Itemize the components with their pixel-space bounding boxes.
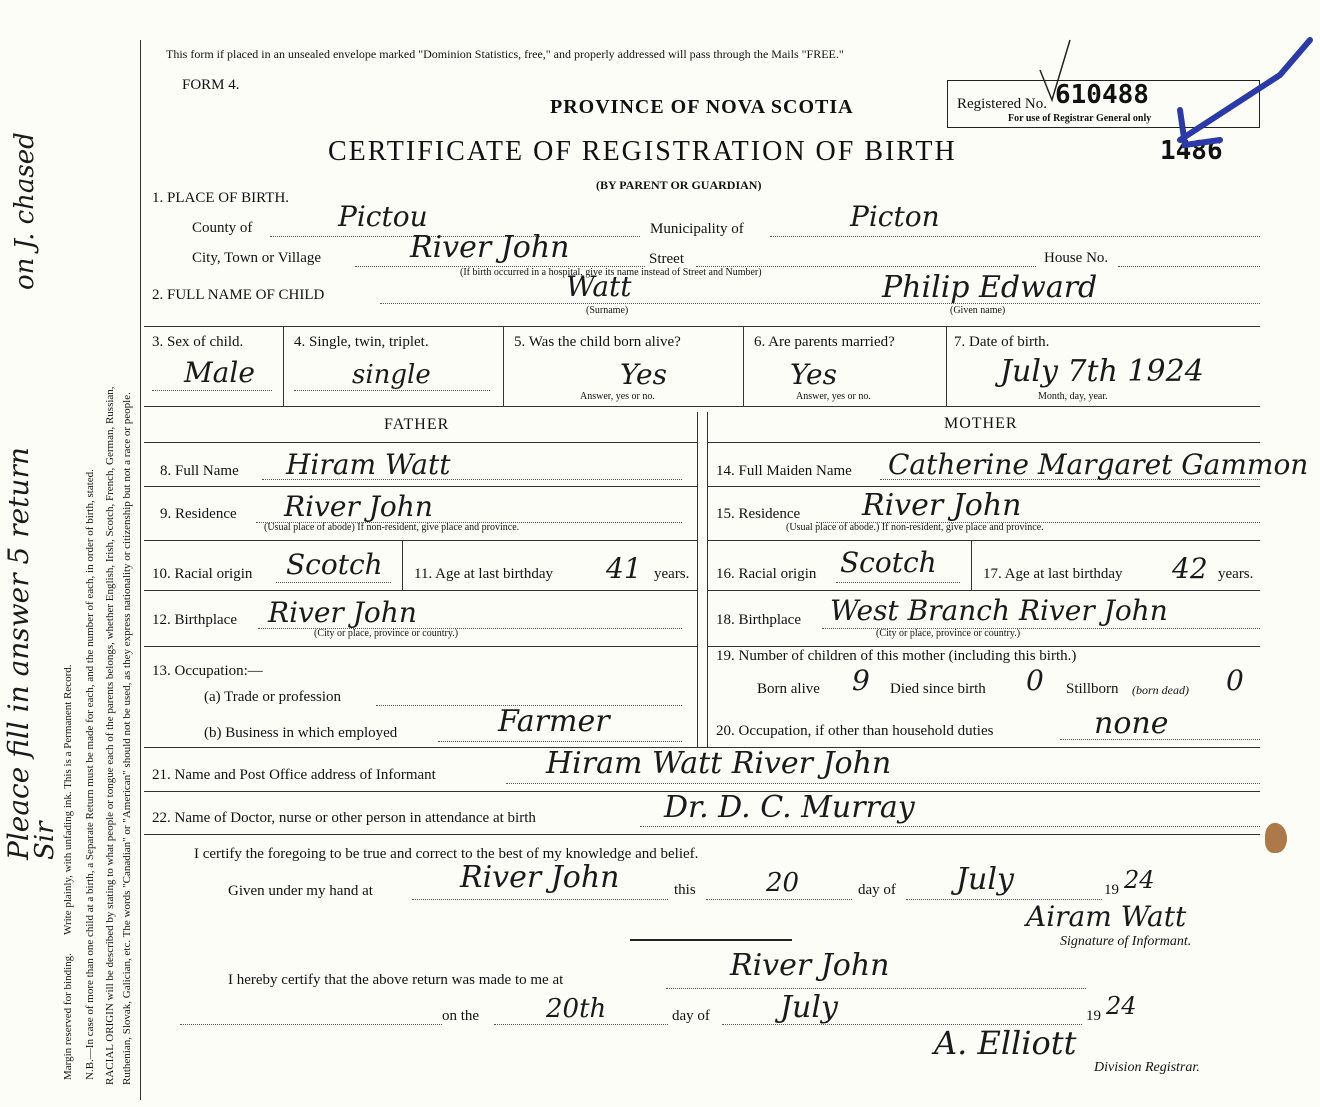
city-label: City, Town or Village [192, 250, 322, 266]
margin-hand-note-2: Sir [30, 821, 60, 860]
hospital-note: (If birth occurred in a hospital, give its name instead of Street and Number) [460, 267, 762, 278]
mother-birthplace-value: West Branch River John [830, 594, 1168, 627]
margin-hand-note-1: Pleace fill in answer 5 return [2, 447, 35, 860]
father-heading: FATHER [384, 416, 450, 433]
return-month-value: July [780, 990, 838, 1025]
mother-name-value: Catherine Margaret Gammon [888, 448, 1309, 481]
surname-label: (Surname) [586, 305, 629, 316]
answer-note-6: Answer, yes or no. [796, 391, 871, 402]
father-racial-label: 10. Racial origin [152, 566, 253, 582]
father-years-label: years. [654, 566, 690, 582]
margin-write: Write plainly, with unfading ink. This is a Permanent Record. [62, 664, 74, 935]
form-number: FORM 4. [182, 77, 240, 93]
single-twin-value: single [352, 360, 431, 390]
certificate-subtitle: (BY PARENT OR GUARDIAN) [596, 178, 762, 192]
given-under-label: Given under my hand at [228, 883, 373, 899]
house-no-label: House No. [1044, 250, 1109, 266]
father-residence-label: 9. Residence [160, 506, 237, 522]
trade-label: (a) Trade or profession [204, 689, 342, 705]
return-place-value: River John [730, 948, 890, 983]
father-residence-value: River John [284, 490, 433, 523]
father-age-value: 41 [606, 552, 642, 585]
father-racial-value: Scotch [286, 548, 383, 581]
margin-rule [140, 40, 141, 1100]
stillborn-count: 0 [1226, 664, 1244, 697]
certify-text: I certify the foregoing to be true and correct to the best of my knowledge and belief. [194, 846, 699, 862]
died-since-birth-count: 0 [1026, 664, 1044, 697]
registered-label: Registered No. [957, 96, 1047, 112]
date-of-birth-sub: Month, day, year. [1038, 391, 1108, 402]
mother-age-value: 42 [1172, 552, 1208, 585]
informant-value: Hiram Watt River John [546, 746, 892, 781]
given-day-value: 20 [766, 868, 800, 898]
mother-residence-note: (Usual place of abode.) If non-resident, give place and province. [786, 522, 1044, 533]
mother-birthplace-note: (City or place, province or country.) [876, 628, 1021, 639]
county-value: Pictou [338, 200, 428, 233]
born-alive-label: 5. Was the child born alive? [514, 334, 681, 350]
city-value: River John [410, 230, 570, 265]
this-label: this [674, 882, 696, 898]
single-twin-label: 4. Single, twin, triplet. [294, 334, 429, 350]
child-given-name: Philip Edward [882, 270, 1098, 305]
ink-stain [1265, 823, 1287, 853]
registered-number: 610488 [1055, 80, 1149, 110]
father-birthplace-label: 12. Birthplace [152, 612, 237, 628]
stillborn-label: Stillborn [1066, 681, 1119, 697]
year-prefix-2: 19 [1086, 1008, 1101, 1024]
mother-occupation-value: none [1094, 706, 1169, 741]
stamp-number: 1486 [1160, 136, 1223, 166]
municipality-label: Municipality of [650, 221, 744, 237]
margin-racial-2: Ruthenian, Slovak, Galician, etc. The words "Canadian" or "American" should not be used, as they express nationality or citizenship but not a race or people. [121, 392, 133, 1085]
day-of-label-2: day of [672, 1008, 710, 1024]
mother-racial-value: Scotch [840, 546, 937, 579]
registrar-use-note: For use of Registrar General only [1008, 113, 1152, 124]
answer-note-5: Answer, yes or no. [580, 391, 655, 402]
mother-occupation-label: 20. Occupation, if other than household duties [716, 723, 994, 739]
place-of-birth-heading: 1. PLACE OF BIRTH. [152, 190, 290, 206]
child-name-label: 2. FULL NAME OF CHILD [152, 287, 325, 303]
died-since-birth-label: Died since birth [890, 681, 986, 697]
informant-label: 21. Name and Post Office address of Informant [152, 767, 436, 783]
born-alive-count-label: Born alive [757, 681, 820, 697]
given-name-label: (Given name) [950, 305, 1006, 316]
mother-residence-value: River John [862, 488, 1022, 523]
business-value: Farmer [498, 704, 610, 739]
informant-signature: Airam Watt [1026, 900, 1187, 933]
given-place-value: River John [460, 860, 620, 895]
date-of-birth-value: July 7th 1924 [1000, 354, 1204, 389]
parents-married-label: 6. Are parents married? [754, 334, 895, 350]
province-heading: PROVINCE OF NOVA SCOTIA [550, 96, 854, 118]
county-label: County of [192, 220, 253, 236]
registrar-signature: A. Elliott [934, 1024, 1077, 1062]
born-alive-value: Yes [620, 358, 667, 391]
return-text: I hereby certify that the above return was made to me at [228, 972, 564, 988]
parents-married-value: Yes [790, 358, 837, 391]
business-label: (b) Business in which employed [204, 725, 398, 741]
mother-birthplace-label: 18. Birthplace [716, 612, 801, 628]
on-the-label: on the [442, 1008, 480, 1024]
mother-age-label: 17. Age at last birthday [983, 566, 1123, 582]
born-alive-count: 9 [852, 664, 870, 697]
sex-label: 3. Sex of child. [152, 334, 244, 350]
margin-racial-1: RACIAL ORIGIN will be described by stating to what people or tongue each of the parents belongs, whether English, Irish, Scotch, French, German, Russian, [104, 386, 116, 1085]
free-mail-note: This form if placed in an unsealed envelope marked "Dominion Statistics, free," and properly addressed will pass through the Mails "FREE." [166, 47, 844, 61]
return-year-value: 24 [1106, 992, 1137, 1020]
father-name-value: Hiram Watt [286, 448, 451, 481]
doctor-value: Dr. D. C. Murray [664, 790, 915, 825]
date-of-birth-label: 7. Date of birth. [954, 334, 1050, 350]
mother-residence-label: 15. Residence [716, 506, 801, 522]
street-label: Street [649, 251, 684, 267]
check-mark-icon [1030, 30, 1320, 150]
return-day-value: 20th [546, 994, 607, 1024]
doctor-label: 22. Name of Doctor, nurse or other person in attendance at birth [152, 810, 536, 826]
father-birthplace-value: River John [268, 596, 417, 629]
margin-hand-note-3: on J. chased [10, 132, 40, 290]
father-name-label: 8. Full Name [160, 463, 239, 479]
mother-name-label: 14. Full Maiden Name [716, 463, 852, 479]
occupation-label: 13. Occupation:— [152, 663, 263, 679]
father-age-label: 11. Age at last birthday [414, 566, 553, 582]
father-residence-note: (Usual place of abode) If non-resident, give place and province. [264, 522, 520, 533]
year-prefix: 19 [1104, 882, 1119, 898]
given-year-value: 24 [1124, 866, 1155, 894]
mother-years-label: years. [1218, 566, 1254, 582]
father-birthplace-note: (City or place, province or country.) [314, 628, 459, 639]
registrar-label: Division Registrar. [1094, 1060, 1200, 1075]
child-surname: Watt [566, 270, 632, 303]
given-month-value: July [956, 862, 1014, 897]
stillborn-sub: (born dead) [1132, 683, 1189, 697]
municipality-value: Picton [850, 200, 940, 233]
margin-nb: N.B.—In case of more than one child at a birth, a Separate Return must be made for each, and the number of each, in order of birth, stated. [84, 469, 96, 1080]
children-count-label: 19. Number of children of this mother (including this birth.) [716, 648, 1077, 664]
margin-reserved: Margin reserved for binding. [62, 953, 74, 1080]
mother-heading: MOTHER [944, 415, 1018, 432]
sex-value: Male [184, 356, 255, 389]
certificate-title: CERTIFICATE OF REGISTRATION OF BIRTH [328, 136, 957, 167]
mother-racial-label: 16. Racial origin [716, 566, 817, 582]
day-of-label: day of [858, 882, 896, 898]
informant-signature-label: Signature of Informant. [1060, 934, 1192, 949]
